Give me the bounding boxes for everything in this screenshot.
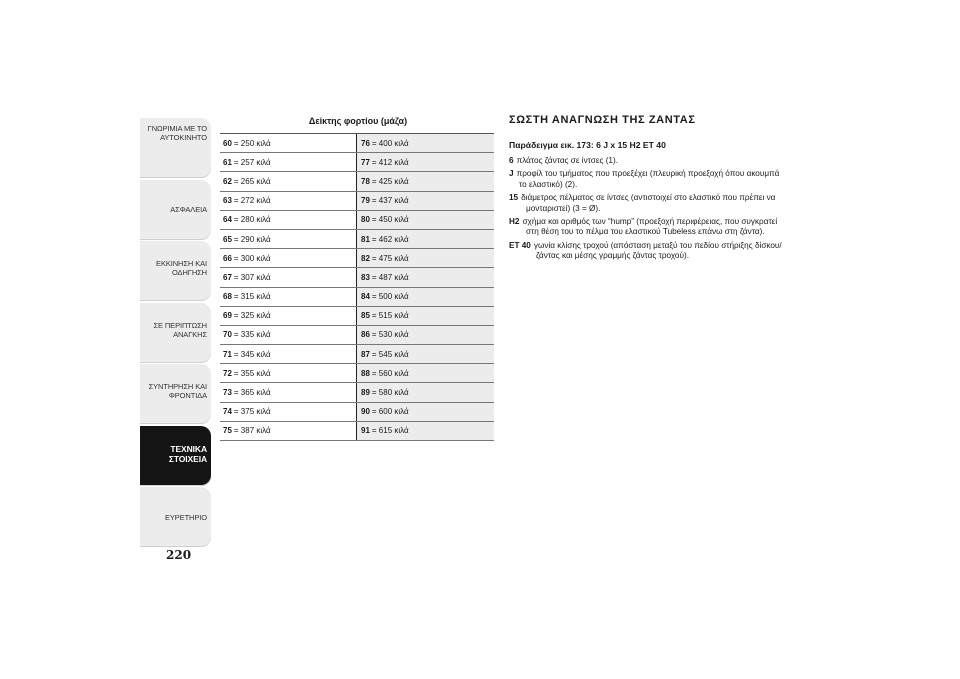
load-index-table — [220, 133, 494, 441]
load-mass: = 600 κιλά — [371, 407, 409, 417]
load-index: 68 — [223, 292, 232, 302]
load-mass: = 545 κιλά — [371, 349, 409, 359]
definition-text: γωνία κλίσης τροχού (απόσταση μεταξύ του πεδίου στήριξης δίσκου/ζάντας και μέσης γραμμής ζάντας τροχού). — [533, 240, 782, 261]
tab-starting-driving[interactable]: ΕΚΚΙΝΗΣΗ ΚΑΙ ΟΔΗΓΗΣΗ — [140, 241, 211, 301]
load-index: 81 — [361, 234, 370, 244]
tab-getting-to-know[interactable]: ΓΝΩΡΙΜΙΑ ΜΕ ΤΟ ΑΥΤΟΚΙΝΗΤΟ — [140, 118, 211, 178]
load-mass: = 315 κιλά — [233, 292, 271, 302]
table-cell-right — [356, 345, 494, 363]
load-mass: = 272 κιλά — [233, 196, 271, 206]
load-index: 86 — [361, 330, 370, 340]
load-index: 88 — [361, 368, 370, 378]
load-mass: = 437 κιλά — [371, 196, 409, 206]
load-mass: = 515 κιλά — [371, 311, 409, 321]
definition-item — [509, 169, 784, 190]
table-row — [220, 345, 494, 364]
table-row — [220, 403, 494, 422]
load-index: 91 — [361, 426, 370, 436]
section-heading: ΣΩΣΤΗ ΑΝΑΓΝΩΣΗ ΤΗΣ ΖΑΝΤΑΣ — [509, 114, 696, 126]
definition-text: πλάτος ζάντας σε ίντσες (1). — [516, 156, 618, 165]
table-row — [220, 383, 494, 402]
load-index: 82 — [361, 253, 370, 263]
load-mass: = 345 κιλά — [233, 349, 271, 359]
table-cell-left — [220, 383, 356, 401]
table-cell-left — [220, 153, 356, 171]
table-cell-right — [356, 268, 494, 286]
table-cell-left — [220, 364, 356, 382]
load-index: 73 — [223, 388, 232, 398]
load-index: 62 — [223, 176, 232, 186]
table-cell-left — [220, 192, 356, 210]
table-cell-right — [356, 422, 494, 440]
table-cell-left — [220, 268, 356, 286]
load-index: 77 — [361, 157, 370, 167]
table-row — [220, 192, 494, 211]
table-cell-left — [220, 345, 356, 363]
load-index: 75 — [223, 426, 232, 436]
load-mass: = 290 κιλά — [233, 234, 271, 244]
load-index: 76 — [361, 138, 370, 148]
load-index: 84 — [361, 292, 370, 302]
table-row — [220, 422, 494, 441]
table-row — [220, 172, 494, 191]
table-title: Δείκτης φορτίου (μάζα) — [308, 116, 408, 126]
table-cell-right — [356, 326, 494, 344]
load-index: 74 — [223, 407, 232, 417]
load-mass: = 280 κιλά — [233, 215, 271, 225]
definition-key: J — [509, 169, 514, 179]
definition-item — [509, 217, 784, 238]
load-index: 63 — [223, 196, 232, 206]
definition-key: 6 — [509, 156, 514, 165]
load-index: 61 — [223, 157, 232, 167]
load-mass: = 450 κιλά — [371, 215, 409, 225]
table-cell-right — [356, 134, 494, 152]
table-cell-left — [220, 403, 356, 421]
definition-list — [509, 156, 784, 264]
load-index: 87 — [361, 349, 370, 359]
definition-key: H2 — [509, 216, 520, 226]
load-index: 67 — [223, 272, 232, 282]
table-cell-left — [220, 307, 356, 325]
table-row — [220, 288, 494, 307]
load-mass: = 257 κιλά — [233, 157, 271, 167]
example-line: Παράδειγμα εικ. 173: 6 J x 15 H2 ET 40 — [509, 140, 666, 150]
tab-safety[interactable]: ΑΣΦΑΛΕΙΑ — [140, 180, 211, 240]
table-cell-left — [220, 326, 356, 344]
table-row — [220, 230, 494, 249]
load-mass: = 307 κιλά — [233, 272, 271, 282]
load-index: 65 — [223, 234, 232, 244]
load-index: 83 — [361, 272, 370, 282]
load-mass: = 487 κιλά — [371, 272, 409, 282]
load-mass: = 500 κιλά — [371, 292, 409, 302]
tab-emergency[interactable]: ΣΕ ΠΕΡΙΠΤΩΣΗ ΑΝΑΓΚΗΣ — [140, 303, 211, 363]
definition-item — [509, 241, 784, 262]
load-mass: = 265 κιλά — [233, 176, 271, 186]
table-row — [220, 364, 494, 383]
load-index: 64 — [223, 215, 232, 225]
table-cell-left — [220, 172, 356, 190]
table-cell-right — [356, 383, 494, 401]
load-mass: = 615 κιλά — [371, 426, 409, 436]
table-cell-right — [356, 307, 494, 325]
table-cell-left — [220, 249, 356, 267]
load-index: 89 — [361, 388, 370, 398]
load-mass: = 560 κιλά — [371, 368, 409, 378]
table-cell-left — [220, 288, 356, 306]
table-row — [220, 211, 494, 230]
definition-text: σχήμα και αριθμός των “hump” (προεξοχή περιφέρειας, που συγκρατεί στη θέση του το πέλμα του ελαστικού Tubeless επάνω στη ζάντα). — [522, 216, 778, 237]
definition-text: διάμετρος πέλματος σε ίντσες (αντιστοιχεί στο ελαστικό που πρέπει να μονταριστεί) (3 = Ø). — [521, 192, 776, 213]
load-mass: = 530 κιλά — [371, 330, 409, 340]
load-mass: = 387 κιλά — [233, 426, 271, 436]
table-cell-left — [220, 211, 356, 229]
load-index: 66 — [223, 253, 232, 263]
load-mass: = 425 κιλά — [371, 176, 409, 186]
tab-maintenance[interactable]: ΣΥΝΤΗΡΗΣΗ ΚΑΙ ΦΡΟΝΤΙΔΑ — [140, 364, 211, 424]
definition-key: 15 — [509, 192, 519, 202]
load-index: 85 — [361, 311, 370, 321]
page-number: 220 — [166, 548, 192, 562]
table-row — [220, 307, 494, 326]
load-mass: = 400 κιλά — [371, 138, 409, 148]
load-mass: = 412 κιλά — [371, 157, 409, 167]
definition-text: προφίλ του τμήματος που προεξέχει (πλευρική προεξοχή όπου ακουμπά το ελαστικό) (2). — [516, 169, 780, 189]
load-index: 70 — [223, 330, 232, 340]
table-row — [220, 249, 494, 268]
load-index: 69 — [223, 311, 232, 321]
table-row — [220, 153, 494, 172]
definition-item — [509, 156, 784, 167]
load-index: 71 — [223, 349, 232, 359]
load-mass: = 300 κιλά — [233, 253, 271, 263]
load-index: 90 — [361, 407, 370, 417]
table-cell-right — [356, 211, 494, 229]
load-mass: = 365 κιλά — [233, 388, 271, 398]
load-mass: = 325 κιλά — [233, 311, 271, 321]
table-cell-right — [356, 153, 494, 171]
load-mass: = 375 κιλά — [233, 407, 271, 417]
table-cell-left — [220, 134, 356, 152]
tab-technical-data[interactable]: ΤΕΧΝΙΚΑ ΣΤΟΙΧΕΙΑ — [140, 426, 211, 486]
definition-item — [509, 193, 784, 214]
load-mass: = 335 κιλά — [233, 330, 271, 340]
load-mass: = 462 κιλά — [371, 234, 409, 244]
load-mass: = 250 κιλά — [233, 138, 271, 148]
table-cell-right — [356, 230, 494, 248]
table-row — [220, 326, 494, 345]
definition-key: ET 40 — [509, 240, 531, 250]
load-index: 78 — [361, 176, 370, 186]
table-row — [220, 268, 494, 287]
load-index: 79 — [361, 196, 370, 206]
load-mass: = 580 κιλά — [371, 388, 409, 398]
load-index: 60 — [223, 138, 232, 148]
table-cell-right — [356, 249, 494, 267]
load-index: 72 — [223, 368, 232, 378]
load-mass: = 355 κιλά — [233, 368, 271, 378]
tab-index[interactable]: ΕΥΡΕΤΗΡΙΟ — [140, 487, 211, 547]
table-cell-right — [356, 192, 494, 210]
table-cell-right — [356, 364, 494, 382]
table-cell-right — [356, 403, 494, 421]
table-cell-left — [220, 230, 356, 248]
load-mass: = 475 κιλά — [371, 253, 409, 263]
table-row — [220, 134, 494, 153]
table-cell-right — [356, 288, 494, 306]
table-cell-right — [356, 172, 494, 190]
load-index: 80 — [361, 215, 370, 225]
table-cell-left — [220, 422, 356, 440]
